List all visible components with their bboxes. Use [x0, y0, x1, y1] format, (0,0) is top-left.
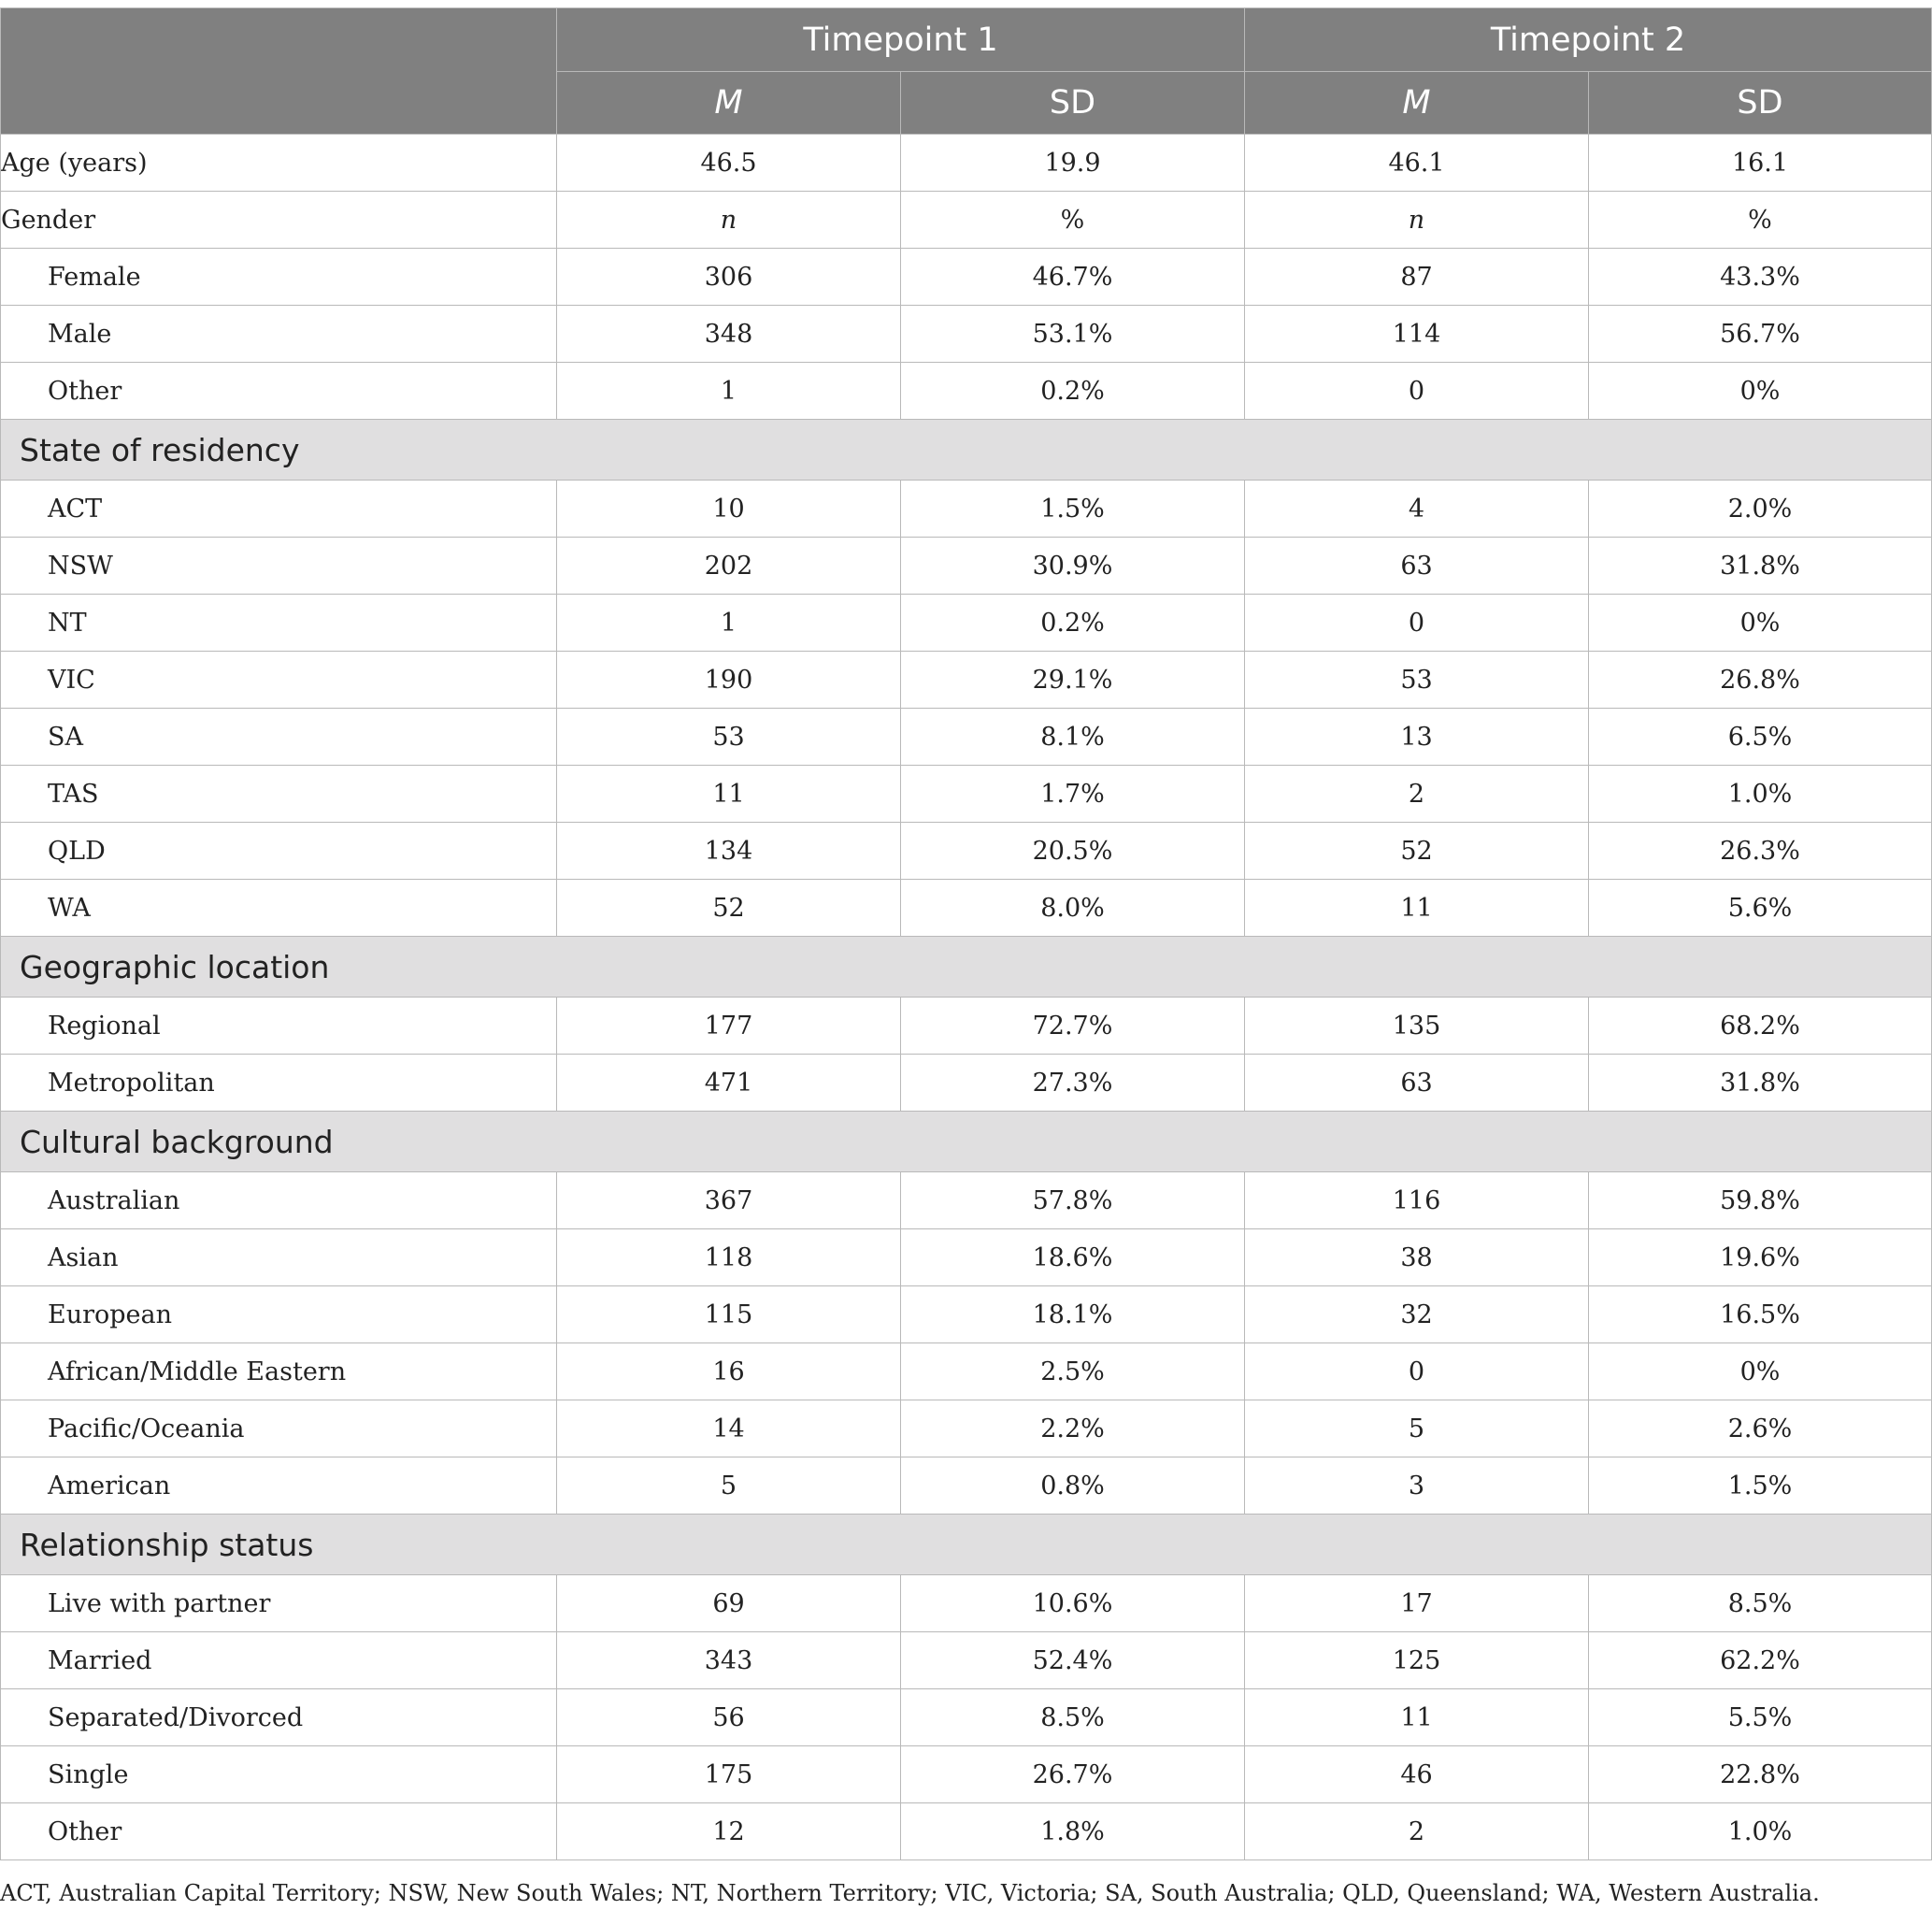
cell-t2-m: n — [1245, 192, 1589, 249]
header-timepoint-1: Timepoint 1 — [557, 8, 1245, 72]
cell-t1-sd: 20.5% — [901, 823, 1245, 880]
cell-t1-m: 343 — [557, 1632, 901, 1689]
cell-t1-sd: 26.7% — [901, 1746, 1245, 1803]
row-label: Metropolitan — [1, 1055, 557, 1112]
table-row — [1, 1055, 1932, 1112]
cell-t2-sd: 2.0% — [1589, 481, 1932, 538]
cell-t1-sd: 8.1% — [901, 709, 1245, 766]
header-timepoint-2: Timepoint 2 — [1245, 8, 1932, 72]
section-label: Cultural background — [1, 1112, 1932, 1172]
table-body — [1, 135, 1932, 1860]
cell-t1-sd: 0.2% — [901, 595, 1245, 652]
demographics-table — [0, 7, 1932, 1860]
cell-t1-sd: 1.5% — [901, 481, 1245, 538]
section-header-row — [1, 420, 1932, 481]
row-label: Single — [1, 1746, 557, 1803]
row-label: SA — [1, 709, 557, 766]
cell-t1-m: 46.5 — [557, 135, 901, 192]
row-label: Separated/Divorced — [1, 1689, 557, 1746]
cell-t2-m: 0 — [1245, 1343, 1589, 1400]
cell-t2-m: 63 — [1245, 538, 1589, 595]
cell-t1-m: 177 — [557, 998, 901, 1055]
cell-t1-m: 56 — [557, 1689, 901, 1746]
cell-t2-m: 11 — [1245, 1689, 1589, 1746]
cell-t1-m: 16 — [557, 1343, 901, 1400]
cell-t1-sd: 2.2% — [901, 1400, 1245, 1457]
cell-t1-m: 367 — [557, 1172, 901, 1229]
row-label: Live with partner — [1, 1575, 557, 1632]
table-row — [1, 1172, 1932, 1229]
cell-t1-sd: 2.5% — [901, 1343, 1245, 1400]
section-label: Relationship status — [1, 1515, 1932, 1575]
cell-t2-m: 13 — [1245, 709, 1589, 766]
row-label: Female — [1, 249, 557, 306]
cell-t2-sd: 0% — [1589, 595, 1932, 652]
table-row — [1, 249, 1932, 306]
cell-t1-m: 14 — [557, 1400, 901, 1457]
cell-t1-sd: 72.7% — [901, 998, 1245, 1055]
cell-t1-m: 348 — [557, 306, 901, 363]
section-header-row — [1, 937, 1932, 998]
cell-t2-m: 52 — [1245, 823, 1589, 880]
row-label: TAS — [1, 766, 557, 823]
table-row — [1, 709, 1932, 766]
table-row — [1, 595, 1932, 652]
cell-t2-sd: 16.5% — [1589, 1286, 1932, 1343]
cell-t2-sd: % — [1589, 192, 1932, 249]
row-label: Asian — [1, 1229, 557, 1286]
row-label: ACT — [1, 481, 557, 538]
cell-t2-m: 87 — [1245, 249, 1589, 306]
row-label: NSW — [1, 538, 557, 595]
cell-t2-m: 0 — [1245, 363, 1589, 420]
cell-t1-m: 5 — [557, 1457, 901, 1515]
row-label: American — [1, 1457, 557, 1515]
cell-t2-sd: 8.5% — [1589, 1575, 1932, 1632]
cell-t2-sd: 22.8% — [1589, 1746, 1932, 1803]
cell-t1-sd: 1.8% — [901, 1803, 1245, 1860]
table-row — [1, 998, 1932, 1055]
cell-t1-sd: 1.7% — [901, 766, 1245, 823]
cell-t1-sd: 29.1% — [901, 652, 1245, 709]
table-row — [1, 1689, 1932, 1746]
table-row — [1, 1575, 1932, 1632]
row-label: Male — [1, 306, 557, 363]
table-row — [1, 481, 1932, 538]
header-corner-cell — [1, 8, 557, 135]
cell-t2-m: 17 — [1245, 1575, 1589, 1632]
cell-t2-sd: 43.3% — [1589, 249, 1932, 306]
cell-t1-m: 306 — [557, 249, 901, 306]
section-header-row — [1, 1515, 1932, 1575]
cell-t1-sd: 18.1% — [901, 1286, 1245, 1343]
cell-t1-m: 118 — [557, 1229, 901, 1286]
table-row — [1, 1746, 1932, 1803]
section-label: Geographic location — [1, 937, 1932, 998]
cell-t2-sd: 59.8% — [1589, 1172, 1932, 1229]
row-label: VIC — [1, 652, 557, 709]
row-label: QLD — [1, 823, 557, 880]
cell-t2-m: 53 — [1245, 652, 1589, 709]
row-label: Pacific/Oceania — [1, 1400, 557, 1457]
table-row — [1, 363, 1932, 420]
cell-t1-m: 11 — [557, 766, 901, 823]
cell-t1-sd: 30.9% — [901, 538, 1245, 595]
table-row — [1, 192, 1932, 249]
cell-t2-m: 2 — [1245, 1803, 1589, 1860]
row-label: Other — [1, 363, 557, 420]
cell-t2-m: 135 — [1245, 998, 1589, 1055]
cell-t1-m: 69 — [557, 1575, 901, 1632]
cell-t1-m: 53 — [557, 709, 901, 766]
row-label: NT — [1, 595, 557, 652]
cell-t2-sd: 5.6% — [1589, 880, 1932, 937]
cell-t2-sd: 26.8% — [1589, 652, 1932, 709]
cell-t2-m: 2 — [1245, 766, 1589, 823]
cell-t2-m: 3 — [1245, 1457, 1589, 1515]
cell-t1-sd: 0.8% — [901, 1457, 1245, 1515]
row-label: European — [1, 1286, 557, 1343]
row-label: Married — [1, 1632, 557, 1689]
cell-t1-sd: 52.4% — [901, 1632, 1245, 1689]
cell-t2-m: 38 — [1245, 1229, 1589, 1286]
header-m-timepoint-2: M — [1245, 72, 1589, 135]
cell-t2-m: 125 — [1245, 1632, 1589, 1689]
table-row — [1, 823, 1932, 880]
cell-t1-sd: 0.2% — [901, 363, 1245, 420]
table-header — [1, 8, 1932, 135]
cell-t2-sd: 1.5% — [1589, 1457, 1932, 1515]
cell-t1-sd: % — [901, 192, 1245, 249]
cell-t1-m: 1 — [557, 363, 901, 420]
row-label: Other — [1, 1803, 557, 1860]
table-row — [1, 135, 1932, 192]
cell-t2-m: 5 — [1245, 1400, 1589, 1457]
cell-t2-m: 46 — [1245, 1746, 1589, 1803]
cell-t1-sd: 19.9 — [901, 135, 1245, 192]
cell-t2-m: 11 — [1245, 880, 1589, 937]
table-row — [1, 880, 1932, 937]
table-row — [1, 306, 1932, 363]
cell-t1-m: n — [557, 192, 901, 249]
table-row — [1, 1286, 1932, 1343]
cell-t2-sd: 5.5% — [1589, 1689, 1932, 1746]
cell-t2-sd: 2.6% — [1589, 1400, 1932, 1457]
cell-t1-m: 12 — [557, 1803, 901, 1860]
cell-t2-m: 46.1 — [1245, 135, 1589, 192]
table-row — [1, 1457, 1932, 1515]
cell-t2-m: 32 — [1245, 1286, 1589, 1343]
header-m-timepoint-1: M — [557, 72, 901, 135]
cell-t2-m: 114 — [1245, 306, 1589, 363]
cell-t1-m: 1 — [557, 595, 901, 652]
header-sd-timepoint-1: SD — [901, 72, 1245, 135]
cell-t1-sd: 46.7% — [901, 249, 1245, 306]
cell-t1-sd: 18.6% — [901, 1229, 1245, 1286]
row-label: Gender — [1, 192, 557, 249]
table-row — [1, 1400, 1932, 1457]
row-label: Age (years) — [1, 135, 557, 192]
cell-t1-sd: 57.8% — [901, 1172, 1245, 1229]
table-row — [1, 1803, 1932, 1860]
row-label: African/Middle Eastern — [1, 1343, 557, 1400]
cell-t1-sd: 8.0% — [901, 880, 1245, 937]
table-footnote: ACT, Australian Capital Territory; NSW, New South Wales; NT, Northern Territory; VIC, Victoria; SA, South Australia; QLD, Queensland; WA, Western Australia. — [0, 1880, 1820, 1906]
cell-t2-sd: 19.6% — [1589, 1229, 1932, 1286]
cell-t1-sd: 27.3% — [901, 1055, 1245, 1112]
cell-t1-m: 175 — [557, 1746, 901, 1803]
cell-t1-m: 134 — [557, 823, 901, 880]
table-row — [1, 766, 1932, 823]
row-label: Australian — [1, 1172, 557, 1229]
cell-t2-sd: 56.7% — [1589, 306, 1932, 363]
cell-t1-sd: 8.5% — [901, 1689, 1245, 1746]
cell-t2-sd: 31.8% — [1589, 538, 1932, 595]
cell-t2-sd: 62.2% — [1589, 1632, 1932, 1689]
cell-t1-m: 190 — [557, 652, 901, 709]
cell-t2-sd: 0% — [1589, 363, 1932, 420]
cell-t2-sd: 1.0% — [1589, 766, 1932, 823]
cell-t1-m: 10 — [557, 481, 901, 538]
cell-t2-sd: 26.3% — [1589, 823, 1932, 880]
cell-t1-m: 52 — [557, 880, 901, 937]
cell-t2-sd: 68.2% — [1589, 998, 1932, 1055]
cell-t1-m: 471 — [557, 1055, 901, 1112]
cell-t2-sd: 31.8% — [1589, 1055, 1932, 1112]
cell-t2-m: 0 — [1245, 595, 1589, 652]
cell-t2-sd: 6.5% — [1589, 709, 1932, 766]
table-row — [1, 1229, 1932, 1286]
table-row — [1, 1343, 1932, 1400]
cell-t2-m: 4 — [1245, 481, 1589, 538]
cell-t2-sd: 1.0% — [1589, 1803, 1932, 1860]
row-label: WA — [1, 880, 557, 937]
row-label: Regional — [1, 998, 557, 1055]
table-row — [1, 1632, 1932, 1689]
cell-t1-sd: 53.1% — [901, 306, 1245, 363]
cell-t2-sd: 16.1 — [1589, 135, 1932, 192]
cell-t1-m: 115 — [557, 1286, 901, 1343]
table-row — [1, 538, 1932, 595]
cell-t1-sd: 10.6% — [901, 1575, 1245, 1632]
cell-t2-m: 116 — [1245, 1172, 1589, 1229]
section-label: State of residency — [1, 420, 1932, 481]
section-header-row — [1, 1112, 1932, 1172]
cell-t1-m: 202 — [557, 538, 901, 595]
table-row — [1, 652, 1932, 709]
header-sd-timepoint-2: SD — [1589, 72, 1932, 135]
cell-t2-sd: 0% — [1589, 1343, 1932, 1400]
cell-t2-m: 63 — [1245, 1055, 1589, 1112]
